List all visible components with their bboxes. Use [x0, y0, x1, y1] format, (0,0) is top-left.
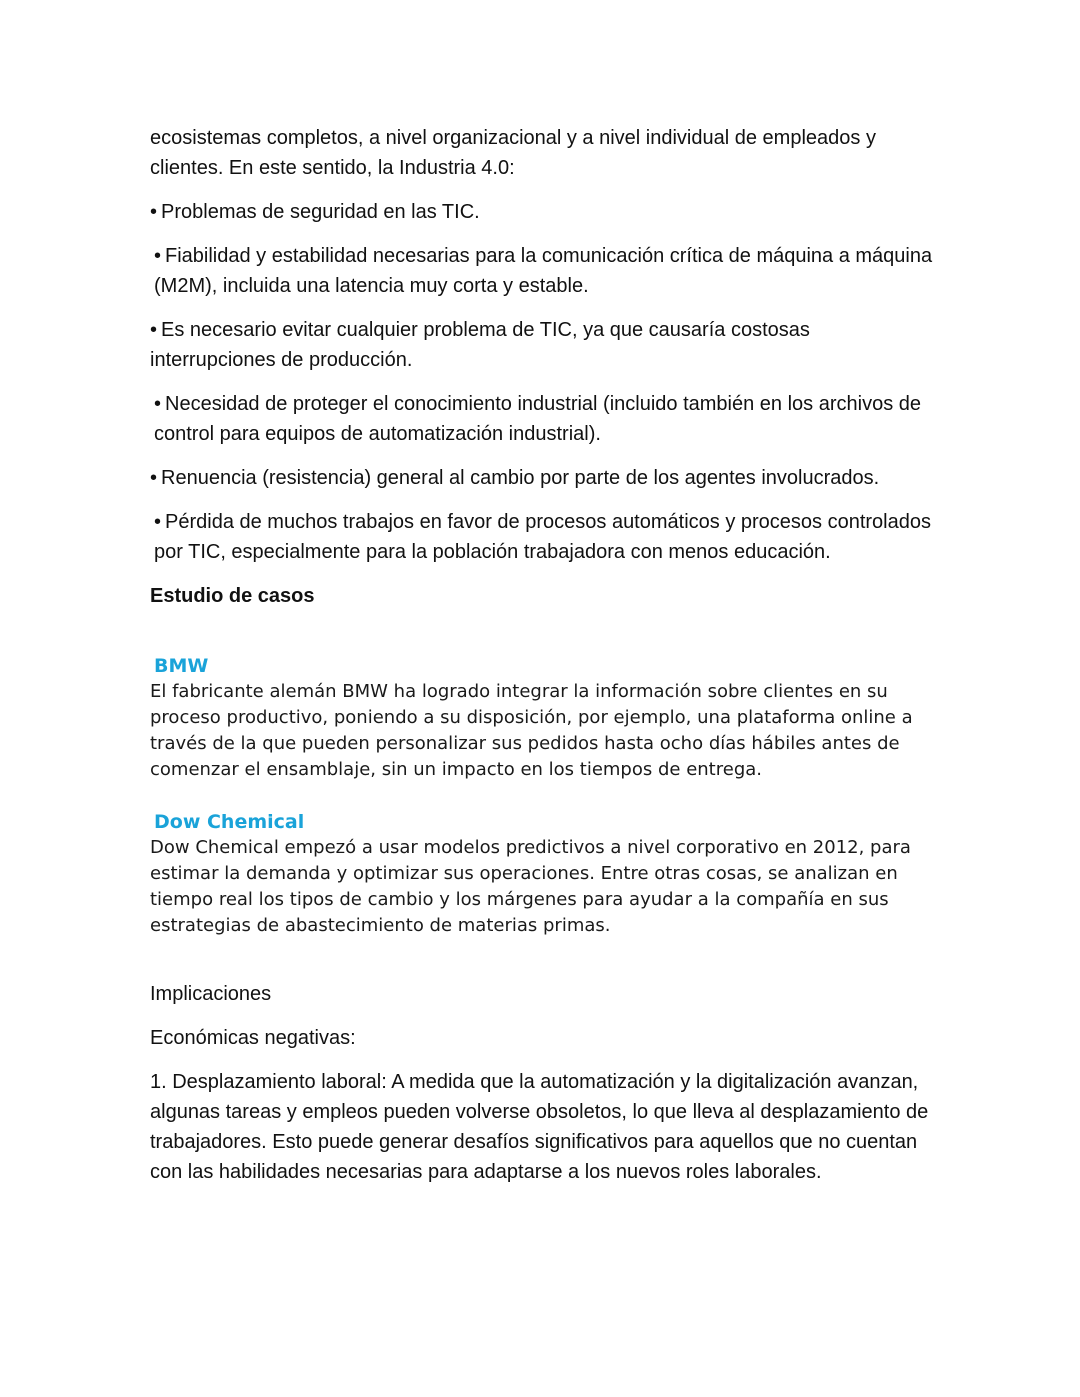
bullet-dot: • — [150, 201, 158, 223]
bullet-item — [150, 315, 940, 375]
bullet-text: Fiabilidad y estabilidad necesarias para la comunicación crítica de máquina a máquina (M2M), incluida una latencia muy corta y estable. — [154, 245, 933, 297]
case-studies-heading: Estudio de casos — [150, 585, 315, 607]
implications-subheading: Económicas negativas: — [150, 1027, 356, 1049]
bullet-dot: • — [154, 245, 162, 267]
bullet-item — [150, 241, 940, 301]
bullet-text: Renuencia (resistencia) general al cambio por parte de los agentes involucrados. — [161, 467, 880, 489]
bullet-text: Necesidad de proteger el conocimiento industrial (incluido también en los archivos de control para equipos de automatización industrial). — [154, 393, 921, 445]
implications-item: 1. Desplazamiento laboral: A medida que la automatización y la digitalización avanzan, algunas tareas y empleos pueden volverse obsoletos, lo que lleva al desplazamiento de trabajadores. Esto puede generar desafíos significativos para aquellos que no cuentan con las habilidades necesarias para adaptarse a los nuevos roles laborales. — [150, 1071, 929, 1183]
bullet-text: Pérdida de muchos trabajos en favor de procesos automáticos y procesos controlados por TIC, especialmente para la población trabajadora con menos educación. — [154, 511, 931, 563]
bullet-item — [150, 463, 940, 493]
bullet-dot: • — [150, 467, 158, 489]
bullet-dot: • — [154, 511, 162, 533]
bullet-dot: • — [154, 393, 162, 415]
document-page — [150, 123, 940, 1201]
case-study-dow-chemical — [150, 809, 940, 939]
intro-paragraph: ecosistemas completos, a nivel organizacional y a nivel individual de empleados y clientes. En este sentido, la Industria 4.0: — [150, 127, 876, 179]
case-title: BMW — [154, 655, 209, 677]
bullet-item — [150, 197, 940, 227]
bullet-text: Problemas de seguridad en las TIC. — [161, 201, 480, 223]
case-body: Dow Chemical empezó a usar modelos predictivos a nivel corporativo en 2012, para estimar la demanda y optimizar sus operaciones. Entre otras cosas, se analizan en tiempo real los tipos de cambio y los márgenes para ayudar a la compañía en sus estrategias de abastecimiento de materias primas. — [150, 837, 911, 936]
implications-heading: Implicaciones — [150, 983, 272, 1005]
case-body: El fabricante alemán BMW ha logrado integrar la información sobre clientes en su proceso productivo, poniendo a su disposición, por ejemplo, una plataforma online a través de la que pueden personalizar sus pedidos hasta ocho días hábiles antes de comenzar el ensamblaje, sin un impacto en los tiempos de entrega. — [150, 681, 913, 780]
bullet-item — [150, 389, 940, 449]
bullet-dot: • — [150, 319, 158, 341]
bullet-item — [150, 507, 940, 567]
case-title: Dow Chemical — [154, 811, 305, 833]
bullet-text: Es necesario evitar cualquier problema de TIC, ya que causaría costosas interrupciones de producción. — [150, 319, 810, 371]
case-study-bmw — [150, 653, 940, 783]
